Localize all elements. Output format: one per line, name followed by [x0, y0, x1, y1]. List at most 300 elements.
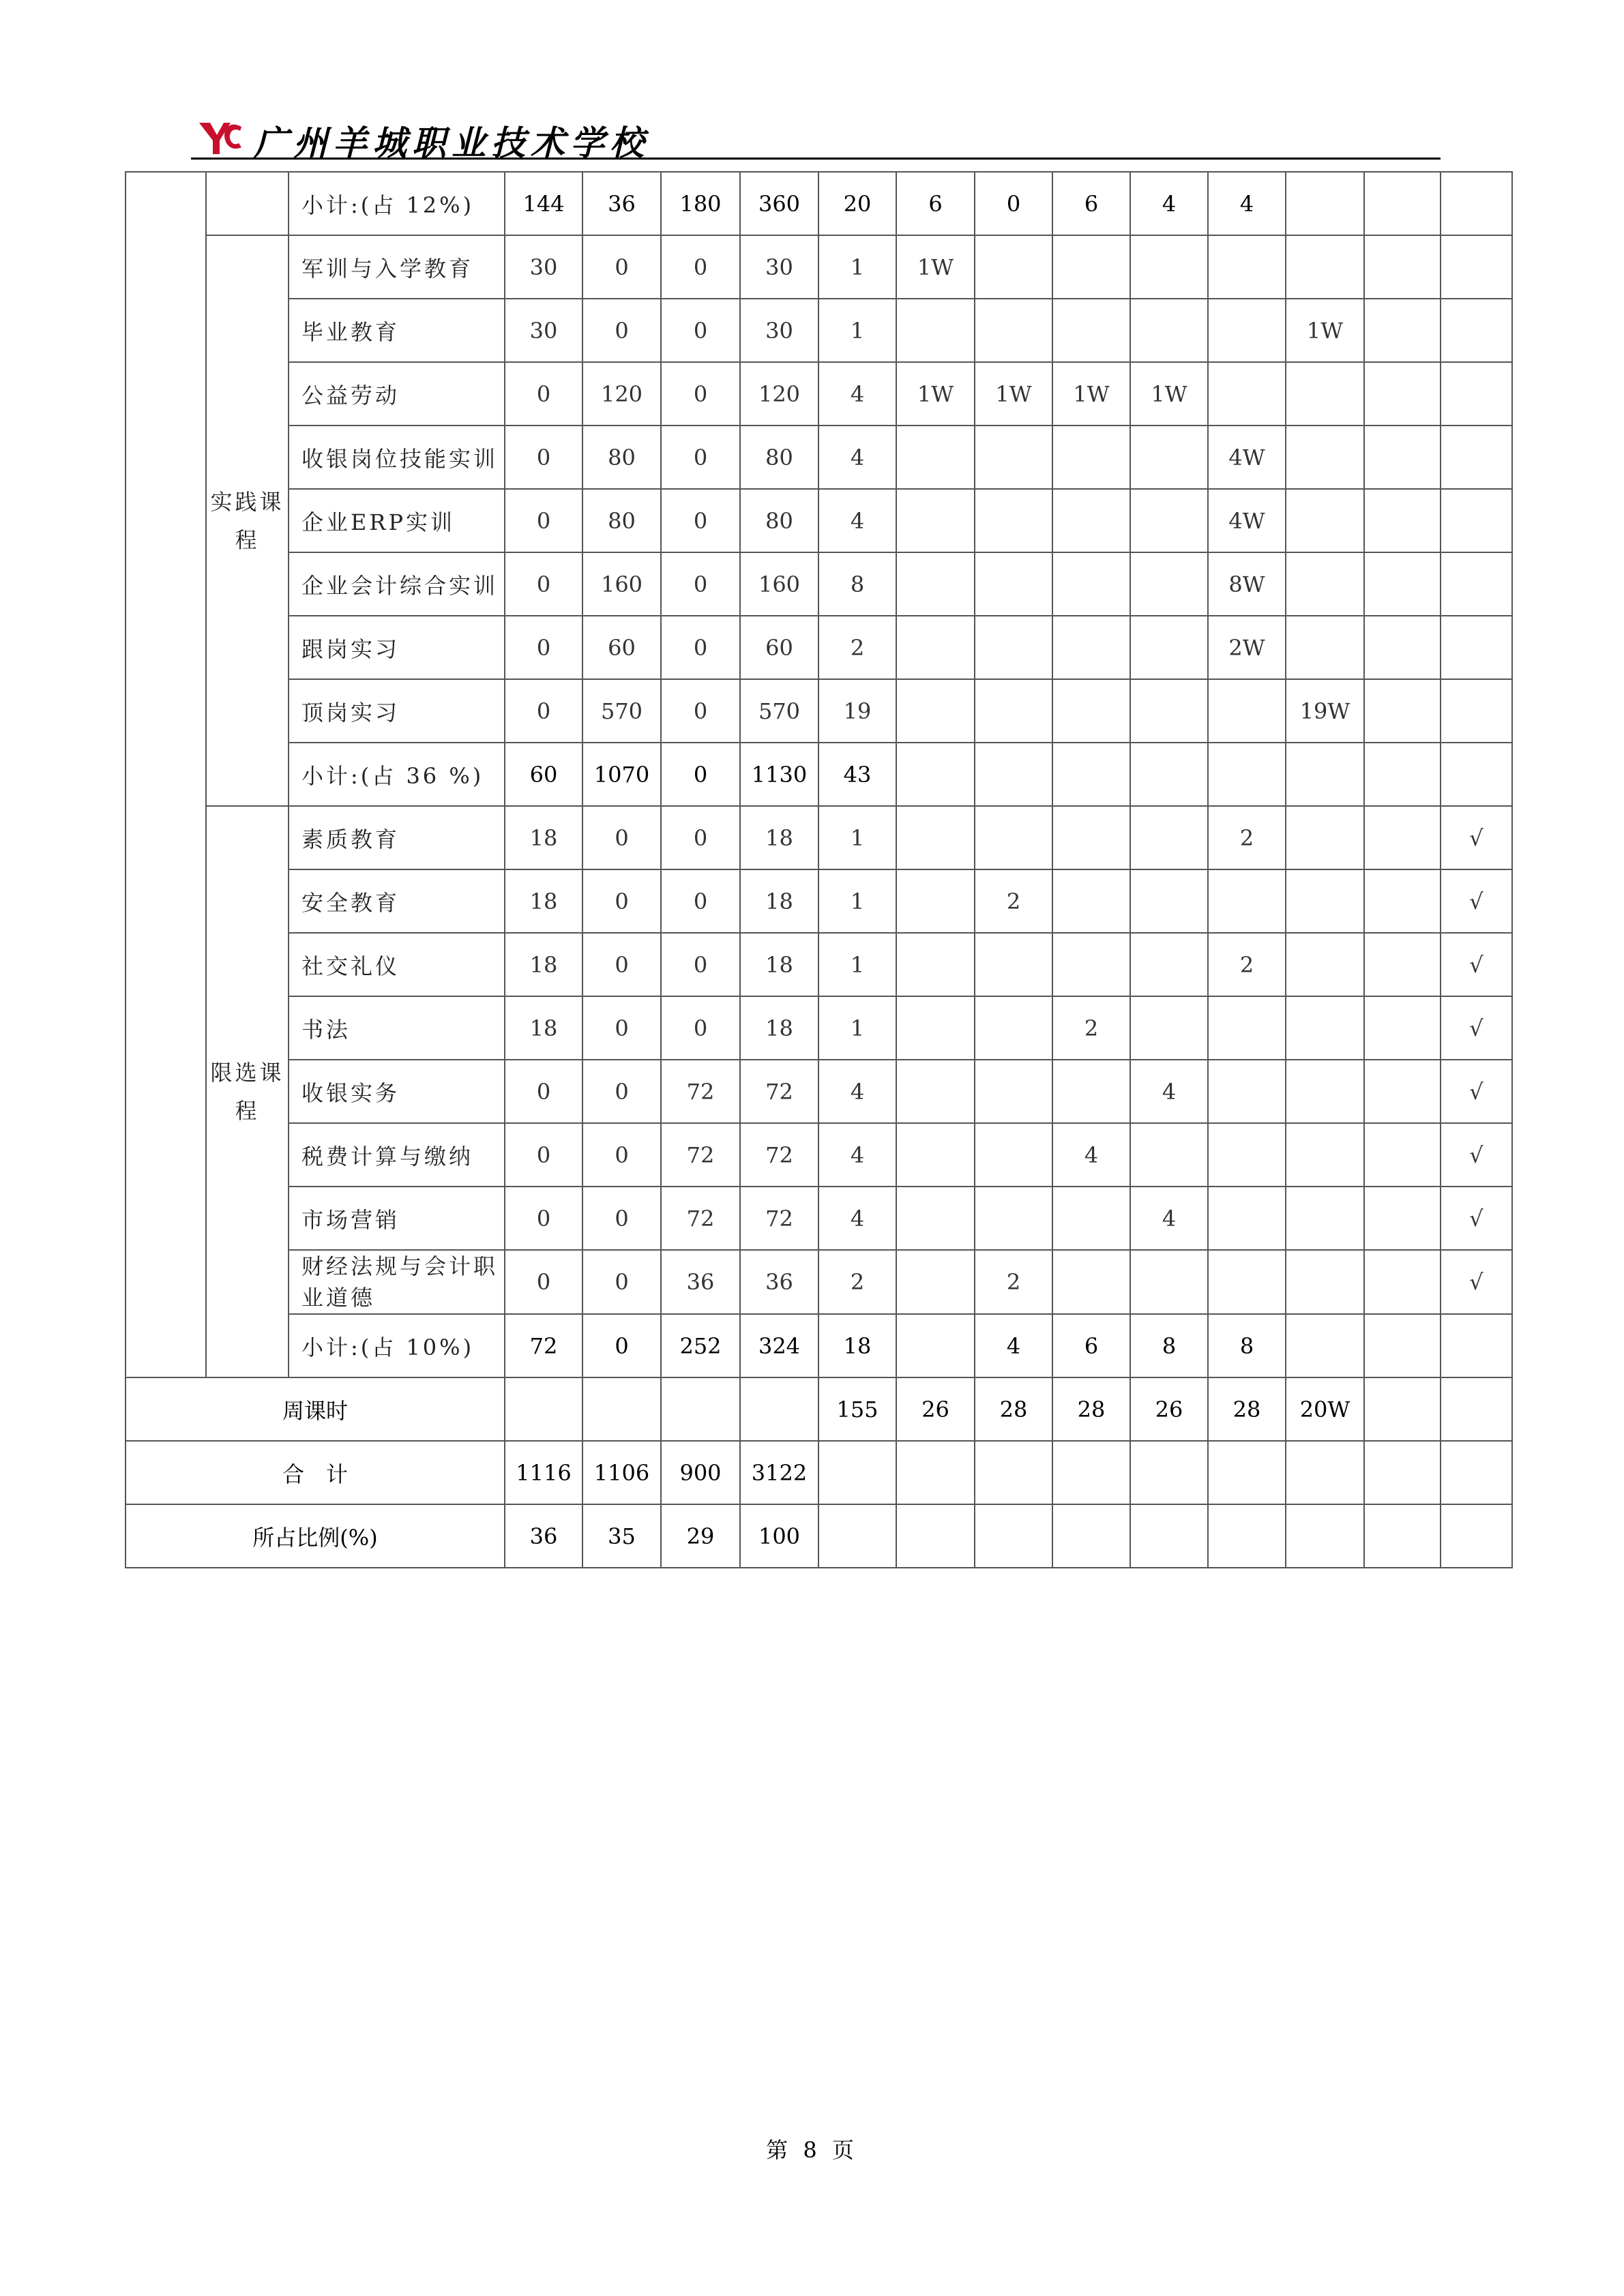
table-cell	[1286, 552, 1364, 616]
table-cell	[1286, 489, 1364, 552]
table-row	[126, 1123, 1512, 1187]
table-cell	[1130, 679, 1208, 743]
page-number: 第 8 页	[766, 2137, 858, 2163]
table-cell	[1286, 1187, 1364, 1250]
course-name: 收银实务	[289, 1060, 505, 1123]
table-cell	[1208, 1504, 1286, 1568]
table-cell	[896, 1314, 975, 1377]
table-cell	[1441, 362, 1512, 426]
summary-row	[126, 1504, 1512, 1568]
table-cell	[1441, 172, 1512, 235]
table-cell	[896, 933, 975, 996]
table-cell	[1286, 426, 1364, 489]
summary-row	[126, 1441, 1512, 1504]
table-cell	[975, 552, 1052, 616]
subtotal-label: 小计:(占 36 %)	[289, 743, 505, 806]
practice-category-label: 实践课程	[206, 235, 289, 806]
table-cell	[1441, 426, 1512, 489]
curriculum-table	[125, 171, 1513, 1568]
table-cell	[1441, 489, 1512, 552]
table-cell	[1364, 806, 1441, 869]
school-logo-icon	[196, 120, 244, 157]
table-cell: 0	[582, 933, 661, 996]
table-cell	[1286, 616, 1364, 679]
table-cell	[661, 1377, 740, 1441]
table-cell	[1441, 616, 1512, 679]
table-cell: 60	[505, 743, 582, 806]
table-cell: 0	[505, 1123, 582, 1187]
table-cell	[1364, 1123, 1441, 1187]
table-cell: 144	[505, 172, 582, 235]
table-cell: 36	[582, 172, 661, 235]
table-cell: 0	[582, 1250, 661, 1314]
table-cell: 1116	[505, 1441, 582, 1504]
table-row	[126, 933, 1512, 996]
course-name: 公益劳动	[289, 362, 505, 426]
table-cell	[975, 743, 1052, 806]
table-cell: 0	[582, 1060, 661, 1123]
table-cell	[975, 235, 1052, 299]
table-cell: 0	[582, 1187, 661, 1250]
table-cell	[818, 1504, 896, 1568]
table-cell: 19	[818, 679, 896, 743]
table-cell: 0	[582, 996, 661, 1060]
table-cell	[1052, 1250, 1130, 1314]
table-cell: 2	[818, 1250, 896, 1314]
table-cell: 360	[740, 172, 818, 235]
table-cell	[1364, 362, 1441, 426]
table-cell	[1286, 1441, 1364, 1504]
table-cell: 0	[975, 172, 1052, 235]
table-cell: 72	[661, 1060, 740, 1123]
table-cell	[1208, 743, 1286, 806]
summary-row	[126, 1377, 1512, 1441]
table-cell: √	[1441, 1060, 1512, 1123]
table-cell: 28	[975, 1377, 1052, 1441]
table-cell: 18	[740, 933, 818, 996]
table-cell	[1208, 1187, 1286, 1250]
table-cell: 18	[740, 869, 818, 933]
table-cell: 0	[661, 426, 740, 489]
table-row	[126, 869, 1512, 933]
table-cell	[1208, 1060, 1286, 1123]
course-name: 顶岗实习	[289, 679, 505, 743]
table-cell	[975, 679, 1052, 743]
table-cell	[975, 1060, 1052, 1123]
table-cell	[1208, 1441, 1286, 1504]
table-cell	[1286, 869, 1364, 933]
table-cell: 4	[818, 1187, 896, 1250]
table-cell	[896, 552, 975, 616]
table-cell	[1130, 426, 1208, 489]
table-cell: 0	[661, 679, 740, 743]
table-cell	[1364, 1060, 1441, 1123]
table-cell: √	[1441, 869, 1512, 933]
table-cell: 1	[818, 996, 896, 1060]
table-cell: 0	[505, 552, 582, 616]
table-cell	[1130, 743, 1208, 806]
table-cell	[1364, 172, 1441, 235]
table-cell	[1208, 996, 1286, 1060]
category-cell-empty	[206, 172, 289, 235]
table-cell: 4	[818, 362, 896, 426]
table-cell	[896, 299, 975, 362]
table-cell: 324	[740, 1314, 818, 1377]
table-cell: 120	[582, 362, 661, 426]
table-row	[126, 489, 1512, 552]
table-cell: 1W	[975, 362, 1052, 426]
table-cell: 2	[1208, 806, 1286, 869]
table-cell	[1130, 235, 1208, 299]
table-cell: 72	[505, 1314, 582, 1377]
table-cell	[1286, 1060, 1364, 1123]
table-row	[126, 172, 1512, 235]
table-cell	[896, 1250, 975, 1314]
table-row	[126, 426, 1512, 489]
table-cell: 4W	[1208, 489, 1286, 552]
table-cell	[1364, 1377, 1441, 1441]
table-cell: 1	[818, 869, 896, 933]
table-cell	[1130, 299, 1208, 362]
table-cell	[1364, 1250, 1441, 1314]
table-cell	[1130, 869, 1208, 933]
table-cell	[1052, 299, 1130, 362]
table-cell	[896, 679, 975, 743]
table-cell: 2	[975, 1250, 1052, 1314]
table-cell: 2	[1208, 933, 1286, 996]
page-header	[191, 115, 1439, 162]
table-cell: 0	[661, 869, 740, 933]
table-cell: 20	[818, 172, 896, 235]
table-cell	[582, 1377, 661, 1441]
table-cell: 80	[582, 426, 661, 489]
summary-label: 合 计	[126, 1441, 505, 1504]
table-cell: 35	[582, 1504, 661, 1568]
table-cell	[1130, 1504, 1208, 1568]
summary-label: 所占比例(%)	[126, 1504, 505, 1568]
table-cell: 0	[505, 1187, 582, 1250]
table-cell	[1364, 1504, 1441, 1568]
table-cell: 160	[740, 552, 818, 616]
table-cell: 0	[582, 299, 661, 362]
table-row	[126, 679, 1512, 743]
table-cell: 0	[661, 552, 740, 616]
course-name: 素质教育	[289, 806, 505, 869]
table-cell	[1364, 616, 1441, 679]
table-cell	[1441, 1377, 1512, 1441]
table-cell	[1364, 869, 1441, 933]
table-cell: 60	[740, 616, 818, 679]
table-cell: 30	[740, 235, 818, 299]
table-cell: 1070	[582, 743, 661, 806]
course-name: 军训与入学教育	[289, 235, 505, 299]
table-cell: 80	[582, 489, 661, 552]
table-cell	[1208, 869, 1286, 933]
table-cell	[975, 489, 1052, 552]
table-cell: 80	[740, 426, 818, 489]
table-cell: 72	[661, 1187, 740, 1250]
table-cell: 0	[505, 362, 582, 426]
table-row	[126, 1250, 1512, 1314]
table-cell	[1441, 1441, 1512, 1504]
table-cell: 18	[505, 996, 582, 1060]
summary-label: 周课时	[126, 1377, 505, 1441]
table-cell: 0	[505, 616, 582, 679]
table-row	[126, 806, 1512, 869]
table-cell: 28	[1208, 1377, 1286, 1441]
table-cell: 1	[818, 933, 896, 996]
table-cell	[975, 1504, 1052, 1568]
table-cell	[1441, 1314, 1512, 1377]
table-cell: √	[1441, 996, 1512, 1060]
table-cell	[1441, 299, 1512, 362]
table-cell	[1364, 1441, 1441, 1504]
school-name: 广州羊城职业技术学校	[254, 123, 649, 163]
table-row	[126, 362, 1512, 426]
table-cell: 4	[818, 426, 896, 489]
table-cell: 4	[818, 1123, 896, 1187]
table-cell	[1052, 933, 1130, 996]
table-cell	[1286, 362, 1364, 426]
table-cell: 72	[740, 1060, 818, 1123]
table-cell: 6	[1052, 1314, 1130, 1377]
table-cell: 18	[818, 1314, 896, 1377]
table-cell: 4	[1130, 1187, 1208, 1250]
table-cell: 0	[661, 933, 740, 996]
table-row	[126, 235, 1512, 299]
table-cell	[1130, 933, 1208, 996]
table-cell: 30	[740, 299, 818, 362]
table-cell: 0	[582, 869, 661, 933]
table-cell	[1364, 1187, 1441, 1250]
table-cell	[975, 1187, 1052, 1250]
table-cell: 80	[740, 489, 818, 552]
table-cell: 1	[818, 806, 896, 869]
table-cell	[1364, 679, 1441, 743]
table-cell	[975, 616, 1052, 679]
table-cell: 4	[1208, 172, 1286, 235]
table-cell: 26	[896, 1377, 975, 1441]
header-divider	[191, 158, 1441, 160]
table-cell: 1W	[896, 235, 975, 299]
table-cell: 0	[661, 806, 740, 869]
course-name: 市场营销	[289, 1187, 505, 1250]
table-cell	[1208, 1250, 1286, 1314]
table-cell	[1130, 806, 1208, 869]
table-cell	[1130, 996, 1208, 1060]
table-cell	[1130, 1250, 1208, 1314]
table-cell	[1286, 806, 1364, 869]
table-cell: 0	[661, 616, 740, 679]
table-cell	[975, 996, 1052, 1060]
table-cell: 72	[740, 1187, 818, 1250]
table-cell	[896, 1441, 975, 1504]
table-cell	[896, 426, 975, 489]
table-cell: √	[1441, 933, 1512, 996]
table-cell	[1364, 743, 1441, 806]
table-cell	[1130, 1441, 1208, 1504]
course-name: 安全教育	[289, 869, 505, 933]
table-cell: 1W	[1052, 362, 1130, 426]
table-cell: 8	[1208, 1314, 1286, 1377]
table-cell: 0	[582, 1123, 661, 1187]
table-cell: 0	[505, 1250, 582, 1314]
table-row	[126, 996, 1512, 1060]
table-cell	[1364, 996, 1441, 1060]
table-cell	[1052, 1060, 1130, 1123]
table-cell	[1130, 1123, 1208, 1187]
table-cell: 18	[505, 806, 582, 869]
table-cell: 8	[818, 552, 896, 616]
table-cell	[1286, 172, 1364, 235]
table-cell	[1286, 235, 1364, 299]
table-cell: 0	[661, 996, 740, 1060]
table-cell: 29	[661, 1504, 740, 1568]
table-cell	[505, 1377, 582, 1441]
table-cell: 0	[582, 806, 661, 869]
table-cell: 36	[661, 1250, 740, 1314]
table-cell	[896, 743, 975, 806]
table-cell	[975, 806, 1052, 869]
table-cell	[896, 1187, 975, 1250]
table-cell: 6	[896, 172, 975, 235]
subtotal-row	[126, 1314, 1512, 1377]
table-cell	[818, 1441, 896, 1504]
table-cell: 60	[582, 616, 661, 679]
table-cell	[1052, 552, 1130, 616]
table-cell: 18	[740, 806, 818, 869]
table-cell: 4W	[1208, 426, 1286, 489]
table-cell	[1052, 806, 1130, 869]
table-cell: 180	[661, 172, 740, 235]
table-cell: 2	[1052, 996, 1130, 1060]
table-cell	[1441, 1504, 1512, 1568]
table-cell: 0	[661, 362, 740, 426]
table-cell	[1052, 679, 1130, 743]
table-row	[126, 299, 1512, 362]
table-cell	[1208, 1123, 1286, 1187]
table-cell: 1	[818, 235, 896, 299]
table-cell: 6	[1052, 172, 1130, 235]
table-cell	[896, 996, 975, 1060]
table-cell: 43	[818, 743, 896, 806]
table-cell	[740, 1377, 818, 1441]
table-cell	[975, 1441, 1052, 1504]
table-cell: 0	[661, 235, 740, 299]
table-cell	[1052, 1187, 1130, 1250]
table-cell	[896, 1504, 975, 1568]
table-cell: 0	[505, 426, 582, 489]
course-name: 税费计算与缴纳	[289, 1123, 505, 1187]
table-cell: 26	[1130, 1377, 1208, 1441]
table-cell: 1W	[1130, 362, 1208, 426]
table-cell	[1364, 552, 1441, 616]
subtotal-label: 小计:(占 10%)	[289, 1314, 505, 1377]
table-cell	[1364, 1314, 1441, 1377]
table-cell: 30	[505, 235, 582, 299]
table-cell: √	[1441, 1250, 1512, 1314]
table-cell	[1208, 299, 1286, 362]
table-cell: 18	[505, 869, 582, 933]
course-name: 跟岗实习	[289, 616, 505, 679]
table-cell	[1052, 489, 1130, 552]
table-cell: 0	[505, 679, 582, 743]
table-cell	[896, 1060, 975, 1123]
table-cell: 0	[661, 743, 740, 806]
table-cell	[1364, 489, 1441, 552]
table-cell	[1364, 933, 1441, 996]
course-name: 书法	[289, 996, 505, 1060]
table-cell: 28	[1052, 1377, 1130, 1441]
table-cell: 0	[661, 299, 740, 362]
table-cell: 4	[1130, 172, 1208, 235]
table-cell: 4	[818, 1060, 896, 1123]
table-cell	[1364, 235, 1441, 299]
table-cell: 4	[1052, 1123, 1130, 1187]
table-cell: 570	[582, 679, 661, 743]
table-cell	[975, 299, 1052, 362]
table-cell	[1052, 743, 1130, 806]
table-row	[126, 1187, 1512, 1250]
table-cell: 3122	[740, 1441, 818, 1504]
table-cell: 0	[582, 235, 661, 299]
table-cell	[1286, 1504, 1364, 1568]
table-cell: 120	[740, 362, 818, 426]
table-cell: √	[1441, 806, 1512, 869]
course-name: 社交礼仪	[289, 933, 505, 996]
table-cell: 36	[740, 1250, 818, 1314]
table-cell: √	[1441, 1187, 1512, 1250]
table-cell: 2	[975, 869, 1052, 933]
table-cell: 0	[505, 1060, 582, 1123]
table-row	[126, 1060, 1512, 1123]
table-cell	[1052, 1441, 1130, 1504]
table-cell	[896, 869, 975, 933]
table-cell	[975, 426, 1052, 489]
table-cell	[1441, 679, 1512, 743]
table-cell: 18	[740, 996, 818, 1060]
table-cell	[1052, 426, 1130, 489]
table-cell: 8	[1130, 1314, 1208, 1377]
table-cell	[896, 1123, 975, 1187]
table-cell: 1130	[740, 743, 818, 806]
table-cell: 36	[505, 1504, 582, 1568]
table-cell: 1106	[582, 1441, 661, 1504]
table-cell	[896, 806, 975, 869]
table-cell: 30	[505, 299, 582, 362]
table-cell	[1286, 996, 1364, 1060]
table-cell	[1441, 552, 1512, 616]
table-cell	[1208, 235, 1286, 299]
table-cell: 252	[661, 1314, 740, 1377]
course-name: 收银岗位技能实训	[289, 426, 505, 489]
table-cell	[1441, 743, 1512, 806]
table-cell: 0	[505, 489, 582, 552]
table-cell: 1W	[896, 362, 975, 426]
table-cell: 570	[740, 679, 818, 743]
table-cell: 8W	[1208, 552, 1286, 616]
table-cell: 900	[661, 1441, 740, 1504]
table-cell	[1052, 869, 1130, 933]
table-cell	[1286, 933, 1364, 996]
table-cell	[1130, 489, 1208, 552]
table-cell: √	[1441, 1123, 1512, 1187]
table-cell	[1130, 616, 1208, 679]
table-cell: 0	[661, 489, 740, 552]
table-cell: 1	[818, 299, 896, 362]
table-cell: 19W	[1286, 679, 1364, 743]
course-name: 毕业教育	[289, 299, 505, 362]
